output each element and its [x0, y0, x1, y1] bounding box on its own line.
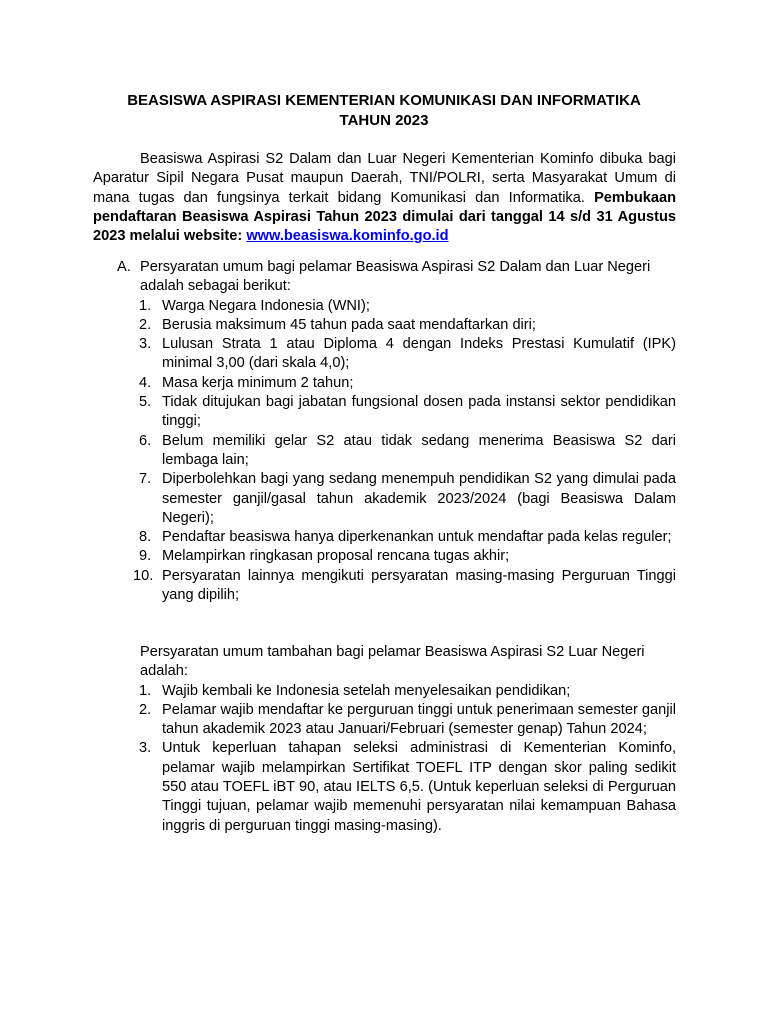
list-item	[117, 432, 676, 471]
list-text: Belum memiliki gelar S2 atau tidak sedang menerima Beasiswa S2 dari lembaga lain;	[162, 432, 676, 468]
intro-paragraph	[93, 150, 676, 246]
list-text: Persyaratan lainnya mengikuti persyaratan masing-masing Perguruan Tinggi yang dipilih;	[162, 567, 676, 604]
list-text: Pelamar wajib mendaftar ke perguruan tinggi untuk penerimaan semester ganjil tahun akademik 2023 atau Januari/Februari (semester genap) Tahun 2024;	[162, 701, 676, 738]
list-item	[117, 701, 676, 740]
list-text: Tidak ditujukan bagi jabatan fungsional dosen pada instansi sektor pendidikan tinggi;	[162, 394, 676, 430]
section-a-list	[117, 297, 676, 606]
list-item	[117, 739, 676, 835]
section-a-letter: A.	[117, 259, 131, 275]
section-b-list	[117, 682, 676, 836]
list-item	[117, 297, 676, 316]
section-a-intro: Persyaratan umum bagi pelamar Beasiswa Aspirasi S2 Dalam dan Luar Negeri adalah sebagai berikut:	[140, 259, 651, 295]
title-line-1: BEASISWA ASPIRASI KEMENTERIAN KOMUNIKASI DAN INFORMATIKA	[127, 92, 641, 109]
list-item	[117, 316, 676, 335]
list-number: 1.	[139, 682, 152, 699]
list-number: 6.	[139, 432, 152, 449]
list-item	[117, 470, 676, 528]
list-item	[117, 547, 676, 566]
list-text: Berusia maksimum 45 tahun pada saat mendaftarkan diri;	[162, 316, 536, 333]
list-number: 8.	[139, 529, 152, 546]
list-item	[117, 567, 676, 606]
list-number: 10.	[133, 567, 154, 584]
list-text: Pendaftar beasiswa hanya diperkenankan untuk mendaftar pada kelas reguler;	[162, 529, 672, 546]
section-a	[117, 258, 676, 605]
list-text: Warga Negara Indonesia (WNI);	[162, 297, 370, 314]
list-text: Diperbolehkan bagi yang sedang menempuh pendidikan S2 yang dimulai pada semester ganjil/gasal tahun akademik 2023/2024 (bagi Beasiswa Dalam Negeri);	[162, 471, 676, 526]
list-number: 4.	[139, 374, 152, 391]
list-number: 9.	[139, 548, 152, 565]
list-text: Untuk keperluan tahapan seleksi administrasi di Kementerian Kominfo, pelamar wajib melampirkan Sertifikat TOEFL ITP dengan skor paling sedikit 550 atau TOEFL iBT 90, atau IELTS 6,5. (Untuk keperluan seleksi di Perguruan Tinggi tujuan, pelamar wajib memenuhi persyaratan nilai kemampuan Bahasa inggris di perguruan tinggi masing-masing).	[162, 740, 676, 834]
list-item	[117, 682, 676, 701]
list-number: 3.	[139, 740, 152, 757]
list-text: Masa kerja minimum 2 tahun;	[162, 374, 354, 391]
list-item	[117, 528, 676, 547]
list-text: Lulusan Strata 1 atau Diploma 4 dengan Indeks Prestasi Kumulatif (IPK) minimal 3,00 (dari skala 4,0);	[162, 336, 676, 372]
document-title	[0, 91, 768, 131]
list-text: Wajib kembali ke Indonesia setelah menyelesaikan pendidikan;	[162, 682, 571, 699]
list-number: 3.	[139, 336, 152, 353]
intro-text: Beasiswa Aspirasi S2 Dalam dan Luar Negeri Kementerian Kominfo dibuka bagi Aparatur Sipil Negara Pusat maupun Daerah, TNI/POLRI, serta Masyarakat Umum di mana tugas dan fungsinya terkait bidang Komunikasi dan Informatika.	[93, 151, 676, 206]
list-text: Melampirkan ringkasan proposal rencana tugas akhir;	[162, 548, 510, 565]
list-item	[117, 374, 676, 393]
list-item	[117, 335, 676, 374]
section-b-intro: Persyaratan umum tambahan bagi pelamar Beasiswa Aspirasi S2 Luar Negeri adalah:	[140, 644, 645, 680]
list-number: 7.	[139, 471, 152, 488]
list-number: 2.	[139, 701, 152, 718]
website-link[interactable]: www.beasiswa.kominfo.go.id	[246, 228, 449, 245]
list-item	[117, 393, 676, 432]
intro-bold-text: Pembukaan pendaftaran Beasiswa Aspirasi Tahun 2023 dimulai dari tanggal 14 s/d 31 Agustus 2023 melalui website:	[93, 189, 676, 245]
title-line-2: TAHUN 2023	[339, 112, 429, 129]
list-number: 1.	[139, 297, 152, 314]
section-b	[117, 643, 676, 836]
list-number: 5.	[139, 394, 152, 411]
list-number: 2.	[139, 316, 152, 333]
